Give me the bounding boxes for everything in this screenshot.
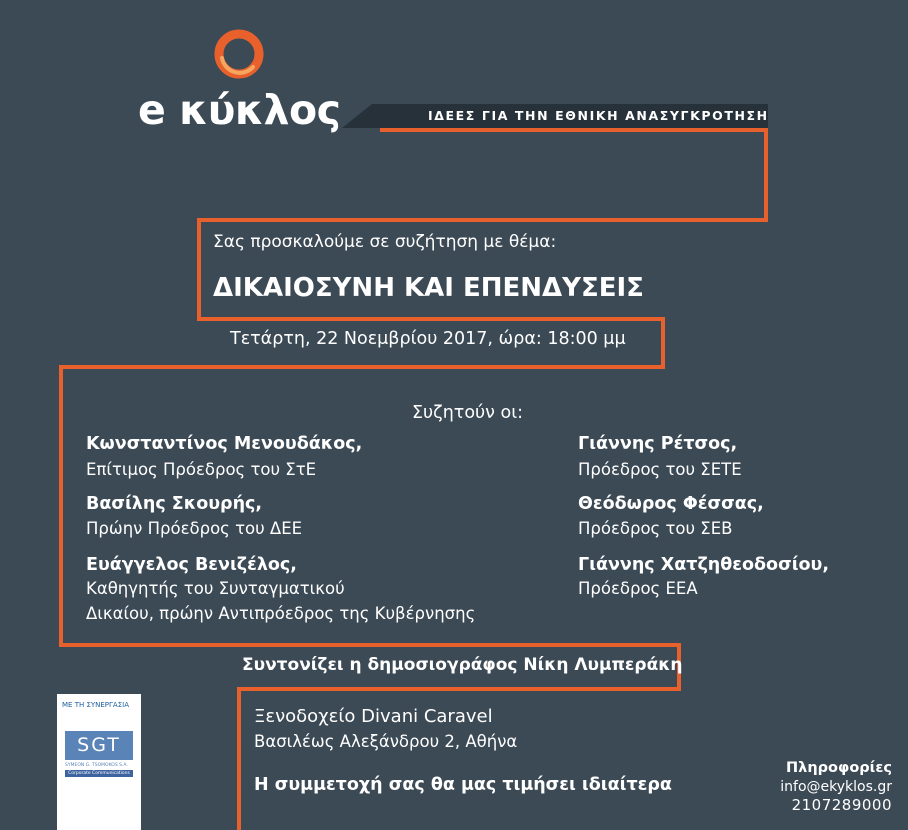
- speaker-name: Βασίλης Σκουρής,: [86, 494, 263, 514]
- speaker-role: Επίτιμος Πρόεδρος του ΣτΕ: [86, 460, 317, 479]
- speaker-role: Πρώην Πρόεδρος του ΔΕΕ: [86, 519, 303, 538]
- speaker-name: Θεόδωρος Φέσσας,: [578, 494, 764, 514]
- sponsor-box: [57, 694, 141, 830]
- frame-line: [197, 218, 768, 222]
- frame-line: [764, 128, 768, 222]
- moderator: Συντονίζει η δημοσιογράφος Νίκη Λυμπεράκη: [242, 655, 683, 675]
- closing-line: Η συμμετοχή σας θα μας τιμήσει ιδιαίτερα: [254, 775, 672, 795]
- speaker-name: Γιάννης Ρέτσος,: [578, 434, 738, 454]
- frame-line: [661, 317, 665, 369]
- info-label: Πληροφορίες: [786, 760, 892, 776]
- sgt-logo: SGT: [65, 731, 133, 760]
- sponsor-division: Corporate Communications: [65, 770, 133, 777]
- speaker-name: Κωνσταντίνος Μενουδάκος,: [86, 434, 363, 454]
- frame-line: [237, 687, 241, 830]
- info-phone: 2107289000: [791, 796, 892, 814]
- speaker-role: Καθηγητής του Συνταγματικού: [86, 579, 345, 598]
- speaker-role: Πρόεδρος του ΣΕΒ: [578, 519, 733, 538]
- venue-name: Ξενοδοχείο Divani Caravel: [254, 706, 493, 727]
- speaker-role: Πρόεδρος του ΣΕΤΕ: [578, 460, 742, 479]
- speaker-role: Πρόεδρος ΕΕΑ: [578, 579, 698, 598]
- invitation-topic: ΔΙΚΑΙΟΣΥΝΗ ΚΑΙ ΕΠΕΝΔΥΣΕΙΣ: [213, 273, 644, 303]
- info-email[interactable]: info@ekyklos.gr: [780, 779, 892, 795]
- frame-line: [237, 687, 681, 691]
- speakers-heading: Συζητούν οι:: [412, 403, 524, 423]
- sponsor-label: ΜΕ ΤΗ ΣΥΝΕΡΓΑΣΙΑ: [62, 701, 129, 709]
- invitation-intro: Σας προσκαλούμε σε συζήτηση με θέμα:: [213, 232, 557, 252]
- ekyklos-logo-ring: [213, 28, 265, 80]
- sponsor-company: SYMEON G. TSOMOKOS S.A.: [65, 763, 128, 768]
- frame-line: [59, 365, 63, 647]
- venue-address: Βασιλέως Αλεξάνδρου 2, Αθήνα: [254, 732, 518, 751]
- speaker-role: Δικαίου, πρώην Αντιπρόεδρος της Κυβέρνησης: [86, 604, 476, 623]
- speaker-name: Ευάγγελος Βενιζέλος,: [86, 555, 297, 575]
- brand-name: e κύκλος: [138, 86, 341, 134]
- speaker-name: Γιάννης Χατζηθεοδοσίου,: [578, 555, 830, 575]
- frame-line: [197, 317, 665, 321]
- frame-line: [59, 643, 681, 647]
- frame-line: [59, 365, 665, 369]
- frame-line: [197, 218, 201, 321]
- frame-line: [380, 128, 768, 132]
- tagline: ΙΔΕΕΣ ΓΙΑ ΤΗΝ ΕΘΝΙΚΗ ΑΝΑΣΥΓΚΡΟΤΗΣΗ: [428, 108, 769, 123]
- event-date-time: Τετάρτη, 22 Νοεμβρίου 2017, ώρα: 18:00 μμ: [230, 329, 626, 349]
